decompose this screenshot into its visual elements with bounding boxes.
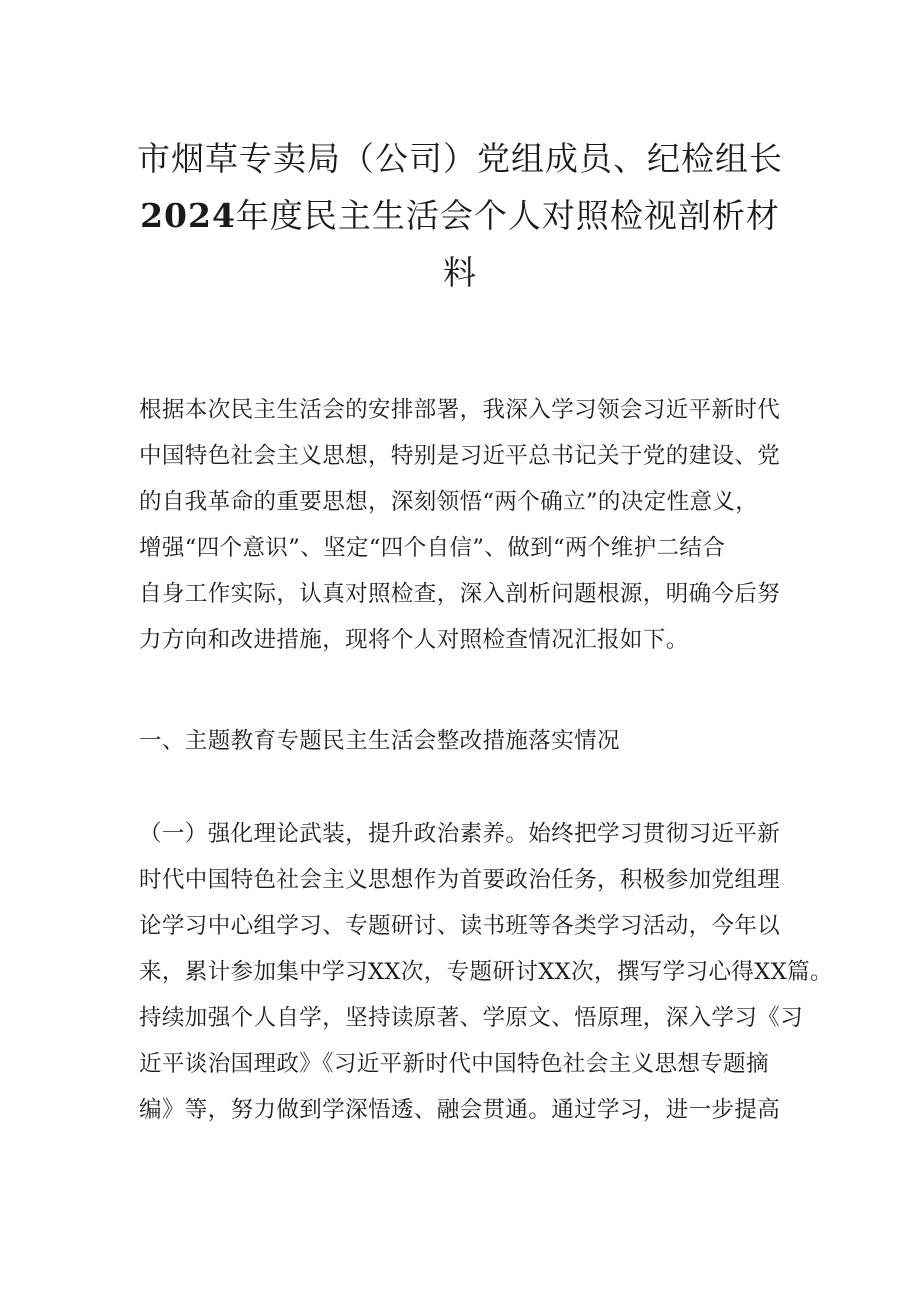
paragraph-line: 增强“四个意识”、坚定“四个自信”、做到“两个维护二结合 [139, 535, 726, 561]
paragraph-line: 论学习中心组学习、专题研讨、读书班等各类学习活动，今年以 [139, 913, 781, 939]
document-title [120, 130, 800, 301]
paragraph-line: 持续加强个人自学，坚持读原著、学原文、悟原理，深入学习《习 [139, 1005, 804, 1031]
paragraph-line: 近平谈治国理政》《习近平新时代中国特色社会主义思想专题摘 [139, 1051, 769, 1077]
title-line-2 [120, 187, 800, 244]
title-year: 2024 [140, 196, 236, 235]
section-heading-text: 一、主题教育专题民主生活会整改措施落实情况 [139, 728, 620, 754]
title-line-3: 料 [443, 253, 477, 292]
title-line-2-text: 年度民主生活会个人对照检视剖析材 [235, 196, 780, 235]
paragraph-line: 力方向和改进措施，现将个人对照检查情况汇报如下。 [139, 627, 689, 653]
paragraph-line: 来，累计参加集中学习XX次，专题研讨XX次，撰写学习心得XX篇。 [139, 959, 833, 985]
section-paragraph [139, 811, 833, 1133]
section-heading [139, 718, 789, 764]
paragraph-line: 的自我革命的重要思想，深刻领悟“两个确立”的决定性意义， [139, 489, 759, 515]
paragraph-line: 根据本次民主生活会的安排部署，我深入学习领会习近平新时代 [139, 397, 781, 423]
paragraph-line: 中国特色社会主义思想，特别是习近平总书记关于党的建设、党 [139, 443, 781, 469]
paragraph-line: （一）强化理论武装，提升政治素养。始终把学习贯彻习近平新 [139, 821, 781, 847]
title-line-1: 市烟草专卖局（公司）党组成员、纪检组长 [137, 139, 783, 178]
paragraph-line: 时代中国特色社会主义思想作为首要政治任务，积极参加党组理 [139, 867, 781, 893]
paragraph-line: 编》等，努力做到学深悟透、融会贯通。通过学习，进一步提高 [139, 1097, 781, 1123]
intro-paragraph [139, 387, 789, 663]
paragraph-line: 自身工作实际，认真对照检查，深入剖析问题根源，明确今后努 [139, 581, 781, 607]
